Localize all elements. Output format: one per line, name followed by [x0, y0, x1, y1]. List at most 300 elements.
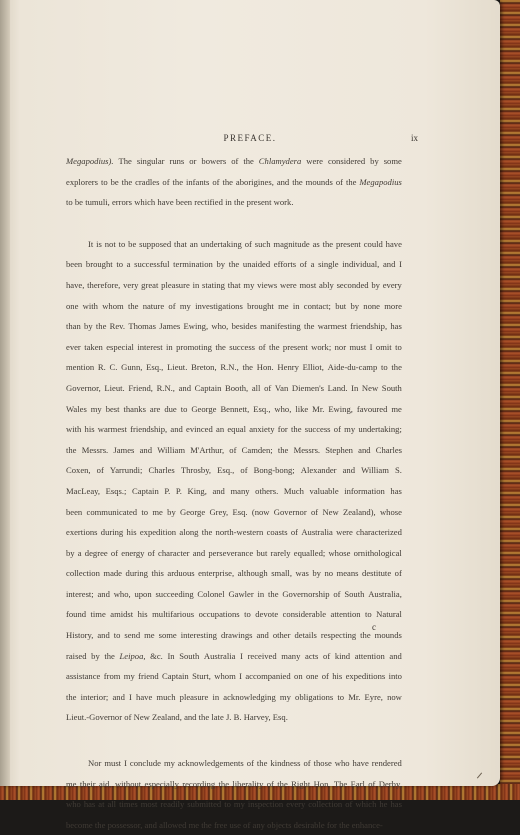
word: J. — [225, 712, 232, 723]
word: Henry — [277, 362, 299, 373]
word: equalled; — [293, 547, 326, 558]
word: errors — [111, 197, 133, 208]
word: the — [66, 691, 77, 702]
word: George — [180, 506, 206, 517]
word: me — [278, 300, 289, 311]
word: are — [149, 403, 161, 414]
word: the — [66, 444, 77, 455]
text-line — [66, 522, 402, 543]
text-line — [66, 254, 402, 275]
word: by — [370, 156, 379, 166]
word: Lieut. — [104, 382, 125, 393]
word: who, — [274, 403, 292, 414]
word: evinced — [186, 424, 213, 435]
word: the — [303, 321, 315, 332]
word: the — [228, 259, 240, 270]
word: more — [384, 300, 402, 311]
word: Elliot, — [302, 362, 324, 373]
word: Aide-du-camp — [327, 362, 378, 373]
word: a — [126, 259, 131, 270]
word: Esq. — [232, 506, 248, 517]
word: by — [312, 568, 321, 579]
word: use — [229, 819, 241, 830]
word: assistance — [66, 671, 101, 682]
word: therefore, — [87, 279, 121, 290]
word: It — [88, 238, 94, 249]
word: to — [66, 197, 73, 208]
word: and — [184, 712, 197, 723]
word: of — [110, 547, 119, 558]
word: inspection — [247, 799, 284, 810]
word: as — [312, 238, 320, 249]
text-line — [66, 646, 402, 667]
word: interior; — [80, 691, 109, 702]
word: made — [103, 568, 123, 579]
word: of — [162, 176, 170, 187]
word: of — [303, 758, 311, 769]
word: of — [311, 506, 319, 517]
word: The — [333, 778, 348, 789]
word: in — [192, 279, 200, 290]
word: although — [237, 568, 268, 579]
text-line — [66, 794, 402, 815]
word: has — [390, 485, 402, 496]
word: which — [134, 197, 156, 208]
word: which — [355, 799, 377, 810]
word: friend — [138, 671, 159, 682]
word: has — [390, 321, 402, 332]
word: Hon. — [256, 362, 274, 373]
word: Leipoa, — [119, 650, 146, 661]
word: along — [179, 527, 199, 538]
text-line — [66, 625, 402, 646]
word: and — [139, 444, 152, 455]
text-line — [66, 172, 402, 193]
word: who — [66, 799, 81, 810]
word: during — [100, 527, 124, 538]
word: attention — [354, 650, 385, 661]
word: Sturt, — [192, 671, 211, 682]
word: much — [156, 691, 176, 702]
text-line — [66, 687, 402, 708]
word: to — [381, 362, 388, 373]
word: has — [83, 799, 96, 810]
word: multifarious — [152, 609, 195, 620]
word: to — [116, 259, 123, 270]
word: of — [345, 799, 353, 810]
word: who, — [113, 588, 131, 599]
word: perseverance — [208, 547, 254, 558]
word: me — [188, 819, 200, 830]
word: and — [358, 444, 371, 455]
body-text — [66, 151, 402, 835]
word: during — [125, 568, 148, 579]
word: the — [218, 778, 230, 789]
word: tumuli, — [85, 197, 110, 208]
word: arduous — [167, 568, 195, 579]
word: but — [335, 300, 347, 311]
word: Megapodius — [359, 176, 402, 187]
word: not — [104, 238, 116, 249]
text-line — [66, 357, 402, 378]
word: rarely — [270, 547, 291, 558]
word: acts — [305, 650, 319, 661]
word: his — [137, 609, 148, 620]
word: South — [381, 382, 402, 393]
word: the — [256, 758, 268, 769]
word: mounds — [374, 630, 402, 641]
word: from — [103, 671, 121, 682]
word: of — [258, 341, 266, 352]
word: Camden; — [241, 444, 273, 455]
word: New — [322, 506, 339, 517]
word: successful — [134, 259, 170, 270]
word: Booth, — [225, 382, 249, 393]
word: of — [290, 527, 299, 538]
word: by — [84, 321, 93, 332]
word: the — [94, 819, 106, 830]
word: to — [141, 506, 149, 517]
text-line — [66, 378, 402, 399]
word: no — [324, 568, 334, 579]
word: work. — [273, 197, 294, 208]
word: drawings — [220, 630, 253, 641]
word: Governorship — [282, 588, 330, 599]
word: of — [266, 778, 274, 789]
word: Alexander — [300, 465, 337, 476]
text-line — [66, 399, 402, 420]
word: have — [136, 691, 153, 702]
word: (now — [251, 506, 270, 517]
word: were — [306, 156, 323, 166]
word: and — [256, 630, 269, 641]
word: this — [151, 568, 164, 579]
word: aid, — [98, 778, 112, 789]
word: coasts — [266, 527, 288, 538]
word: Zealand), — [342, 506, 376, 517]
word: times — [119, 799, 138, 810]
word: been — [66, 259, 83, 270]
word: by — [216, 259, 226, 270]
word: of — [96, 465, 104, 476]
word: send — [124, 630, 141, 641]
word: explorers — [66, 176, 98, 187]
word: Captain — [132, 485, 159, 496]
word: Governor — [273, 506, 307, 517]
word: infants — [185, 176, 210, 187]
word: energy — [121, 547, 145, 558]
word: were — [280, 279, 297, 290]
word: rendered — [371, 758, 402, 769]
word: seconded — [336, 279, 369, 290]
word: warmest — [97, 424, 127, 435]
word: Governor, — [66, 382, 101, 393]
word: information — [344, 485, 385, 496]
word: in — [257, 588, 265, 599]
word: time — [90, 609, 106, 620]
word: equal — [227, 424, 246, 435]
word: James — [159, 321, 181, 332]
word: &c. — [150, 650, 163, 661]
word: and — [97, 630, 110, 641]
word: such — [254, 238, 271, 249]
word: mounds — [305, 176, 333, 187]
word: whose — [379, 506, 402, 517]
text-line — [66, 502, 402, 523]
word: Wales — [66, 403, 87, 414]
word: to — [365, 609, 372, 620]
word: of — [147, 547, 155, 558]
word: communicated — [86, 506, 138, 517]
word: I — [129, 691, 132, 702]
word: my — [163, 758, 175, 769]
word: of — [229, 444, 237, 455]
word: pleasure — [179, 691, 209, 702]
word: respecting — [320, 630, 357, 641]
word: Right — [291, 778, 311, 789]
word: by — [167, 506, 176, 517]
word: the — [104, 650, 115, 661]
word: ever — [66, 341, 81, 352]
word: mention — [66, 362, 95, 373]
word: of — [212, 176, 220, 187]
word: in — [225, 197, 232, 208]
word: the — [233, 197, 245, 208]
paragraph-gap — [66, 213, 402, 234]
word: due — [164, 403, 177, 414]
word: whose — [328, 547, 351, 558]
word: friendship, — [350, 321, 388, 332]
text-line — [66, 753, 402, 774]
word: degree — [84, 547, 108, 558]
word: enterprise, — [198, 568, 235, 579]
word: who, — [211, 321, 229, 332]
word: interest; — [66, 588, 94, 599]
text-line — [66, 481, 402, 502]
word: contact; — [303, 300, 331, 311]
word: Charles — [375, 444, 402, 455]
word: Messrs. — [293, 444, 321, 455]
word: termination — [173, 259, 213, 270]
word: must — [104, 758, 122, 769]
word: friendship, — [130, 424, 168, 435]
word: Esq., — [253, 403, 271, 414]
word: on — [294, 671, 303, 682]
word: especially — [144, 778, 179, 789]
word: Australia — [301, 527, 333, 538]
word: whom — [102, 300, 124, 311]
word: become — [66, 819, 93, 830]
word: runs — [169, 156, 185, 166]
word: Captain — [161, 671, 189, 682]
word: a — [77, 547, 82, 558]
word: upon — [134, 588, 152, 599]
word: R.N., — [220, 362, 239, 373]
word: Australia, — [368, 588, 402, 599]
word: History, — [66, 630, 94, 641]
text-line — [66, 419, 402, 440]
word: others. — [255, 485, 279, 496]
word: Eyre, — [364, 691, 383, 702]
word: magnitude — [273, 238, 310, 249]
word: Esq. — [272, 712, 288, 723]
word: conclude — [129, 758, 161, 769]
word: were — [336, 527, 353, 538]
word: R.N., — [156, 382, 175, 393]
word: enhance- — [351, 819, 383, 830]
word: of — [368, 778, 376, 789]
word: rectified — [194, 197, 223, 208]
word: B. — [233, 712, 242, 723]
word: M'Arthur, — [190, 444, 225, 455]
word: Ewing, — [328, 403, 353, 414]
word: of — [168, 300, 176, 311]
word: could — [363, 238, 383, 249]
word: in — [292, 300, 300, 311]
text-line — [66, 151, 402, 172]
word: I — [240, 650, 243, 661]
word: of — [231, 156, 239, 166]
word: to — [244, 609, 251, 620]
word: who — [334, 758, 350, 769]
word: unaided — [242, 259, 271, 270]
word: the — [243, 156, 254, 166]
word: stating — [202, 279, 225, 290]
word: the — [268, 588, 279, 599]
word: been — [175, 197, 193, 208]
word: Stephen — [325, 444, 353, 455]
word: present — [282, 341, 308, 352]
word: best — [105, 403, 120, 414]
word: his — [84, 424, 95, 435]
text-line — [66, 234, 402, 255]
word: that — [227, 279, 241, 290]
word: with — [82, 300, 98, 311]
word: S. — [394, 465, 402, 476]
text-line — [66, 192, 402, 213]
word: of — [244, 238, 252, 249]
word: valuable — [309, 485, 339, 496]
word: collection — [308, 799, 343, 810]
word: Thomas — [128, 321, 157, 332]
word: like — [295, 403, 309, 414]
word: whom — [214, 671, 236, 682]
word: omit — [375, 341, 392, 352]
word: very — [123, 279, 139, 290]
text-line — [66, 774, 402, 795]
word: amidst — [110, 609, 134, 620]
word: bowers — [201, 156, 227, 166]
word: the — [277, 778, 288, 789]
word: most — [299, 279, 317, 290]
text-line — [66, 337, 402, 358]
word: found — [66, 609, 87, 620]
word: Mr. — [312, 403, 325, 414]
word: individual, — [342, 259, 380, 270]
word: by — [66, 547, 75, 558]
word: many — [281, 650, 301, 661]
word: was — [295, 568, 309, 579]
word: one — [66, 300, 79, 311]
word: my — [90, 403, 102, 414]
word: for — [277, 424, 288, 435]
word: Megapodius). — [66, 156, 114, 166]
word: be — [74, 197, 83, 208]
word: South — [344, 588, 365, 599]
word: taken — [84, 341, 103, 352]
word: the — [172, 176, 184, 187]
word: In — [351, 382, 359, 393]
word: by — [91, 650, 100, 661]
text-line — [66, 815, 402, 835]
word: obligations — [295, 691, 334, 702]
word: R. — [97, 362, 106, 373]
word: Mr. — [348, 691, 361, 702]
word: expedition — [139, 527, 177, 538]
word: free — [213, 819, 228, 830]
word: interest — [137, 341, 163, 352]
word: destitute — [362, 568, 392, 579]
word: present — [336, 238, 361, 249]
word: of — [321, 671, 329, 682]
word: Nor — [88, 758, 102, 769]
text-line — [66, 707, 402, 728]
word: Natural — [376, 609, 402, 620]
word: undertaking; — [358, 424, 402, 435]
word: Zealand, — [152, 712, 182, 723]
word: his — [332, 671, 343, 682]
word: succeeding — [155, 588, 194, 599]
word: my — [233, 799, 245, 810]
text-line — [66, 460, 402, 481]
word: that — [174, 238, 187, 249]
word: Esq., — [146, 362, 164, 373]
word: and — [389, 650, 402, 661]
word: to — [337, 691, 345, 702]
word: Gawler — [228, 588, 254, 599]
paragraph-gap — [66, 728, 402, 753]
word: the — [198, 712, 210, 723]
word: of — [124, 712, 132, 723]
word: with — [66, 424, 82, 435]
word: raised — [66, 650, 87, 661]
word: readily — [160, 799, 185, 810]
word: thanks — [123, 403, 146, 414]
word: have — [157, 197, 174, 208]
word: William — [361, 465, 389, 476]
word: favoured — [356, 403, 388, 414]
word: Breton, — [191, 362, 217, 373]
word: accompanied — [245, 671, 291, 682]
word: of — [246, 758, 254, 769]
word: now — [387, 691, 402, 702]
word: William — [157, 444, 186, 455]
word: by — [350, 300, 360, 311]
word: Friend, — [128, 382, 153, 393]
word: and — [97, 588, 110, 599]
word: the — [322, 238, 334, 249]
word: New — [133, 712, 150, 723]
word: New — [361, 382, 379, 393]
word: of — [335, 176, 343, 187]
word: me — [66, 778, 77, 789]
word: Yarrundi; — [109, 465, 143, 476]
word: and — [276, 176, 290, 187]
word: collection — [66, 568, 100, 579]
word: the — [201, 527, 213, 538]
word: to — [224, 799, 231, 810]
word: pleasure — [161, 279, 190, 290]
